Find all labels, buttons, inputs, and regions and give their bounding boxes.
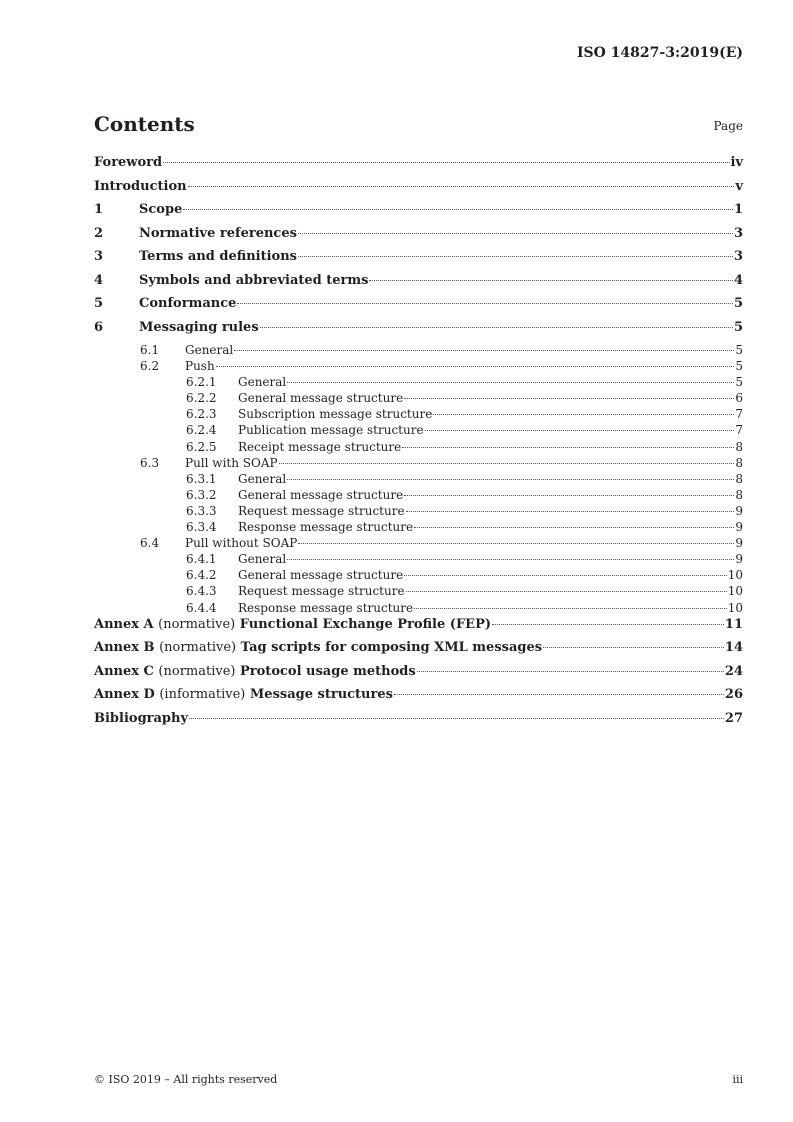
toc-entry-number: 6 [94,319,104,335]
toc-entry[interactable] [94,320,743,344]
toc-entry-page: 7 [735,423,743,438]
table-of-contents [94,155,743,734]
toc-entry-page: 10 [727,568,743,583]
toc-entry-number: 6.4.3 [186,584,217,599]
toc-entry-page: 9 [735,536,743,551]
toc-entry-title: Bibliography [94,710,189,726]
toc-entry[interactable] [94,601,743,617]
toc-entry[interactable] [94,391,743,407]
toc-entry-title: Request message structure [238,503,405,518]
toc-entry-title: Normative references [139,225,297,241]
dot-leader [298,233,733,234]
dot-leader [404,398,734,399]
toc-entry-title: Terms and definitions [139,249,297,264]
toc-entry-number: 6.2.2 [186,391,217,406]
toc-entry-page: 27 [724,710,743,726]
toc-entry[interactable] [94,423,743,439]
toc-entry[interactable] [94,520,743,536]
toc-annex-nature: (informative) [159,687,246,703]
page-column-label: Page [713,119,743,133]
footer-copyright: © ISO 2019 – All rights reserved [94,1073,278,1086]
dot-leader [234,350,734,351]
dot-leader [287,479,734,480]
toc-entry-title: Protocol usage methods [240,663,416,679]
dot-leader [237,303,733,304]
toc-entry-number: 6.2.5 [186,439,217,454]
toc-entry-number: 6.1 [140,343,160,357]
toc-entry[interactable] [94,155,743,179]
toc-entry-number: 6.4 [140,536,160,551]
toc-entry-page: 1 [733,202,743,217]
toc-entry-number: 6.4.2 [186,568,217,583]
toc-entry-page: v [735,178,743,194]
toc-entry-number: 2 [94,225,104,241]
toc-entry[interactable] [94,296,743,320]
toc-entry-number: 5 [94,296,104,311]
toc-entry-number: 6.3.1 [186,471,217,486]
toc-entry-page: 10 [727,584,743,599]
toc-entry[interactable] [94,407,743,423]
toc-entry[interactable] [94,536,743,552]
toc-entry-page: 8 [735,439,743,454]
toc-entry-page: 9 [735,520,743,535]
toc-entry[interactable] [94,202,743,226]
toc-entry-title: Subscription message structure [238,407,433,422]
toc-entry-page: 11 [724,616,743,632]
toc-entry-title: Functional Exchange Profile (FEP) [239,616,492,632]
toc-entry-title: Request message structure [238,584,405,599]
toc-annex-nature: (normative) [158,616,236,632]
toc-entry-page: 9 [735,552,743,567]
toc-entry-number: 6.4.4 [186,600,217,615]
toc-entry-title: Push [185,359,215,374]
toc-entry-number: 6.2.3 [186,407,217,422]
dot-leader [414,527,734,528]
toc-entry-title: General [238,375,287,390]
toc-entry-title: Introduction [94,178,187,194]
toc-entry[interactable] [94,711,743,735]
toc-entry-number: 6.3 [140,455,160,470]
dot-leader [369,280,732,281]
toc-entry-title: Receipt message structure [238,439,402,454]
dot-leader [188,186,735,187]
toc-entry-page: 10 [727,600,743,615]
dot-leader [260,327,733,328]
footer-page-number: iii [732,1073,743,1086]
toc-annex-entry[interactable] [94,617,743,641]
toc-entry[interactable] [94,440,743,456]
toc-annex-nature: (normative) [158,663,236,679]
contents-heading: Contents [94,112,195,136]
dot-leader [406,591,727,592]
dot-leader [183,209,733,210]
dot-leader [492,624,724,625]
toc-entry-page: 8 [735,471,743,486]
dot-leader [543,647,724,648]
dot-leader [404,495,734,496]
toc-entry-title: General message structure [238,487,404,502]
toc-entry[interactable] [94,179,743,203]
toc-entry-number: 6.2.1 [186,375,217,390]
toc-entry-title: Message structures [249,687,393,703]
toc-entry-title: Publication message structure [238,423,424,438]
toc-entry[interactable] [94,273,743,297]
toc-entry-page: 24 [724,663,743,679]
toc-entry-page: 5 [735,359,743,374]
toc-entry-page: iv [730,155,743,170]
toc-entry[interactable] [94,375,743,391]
toc-entry-title: Scope [139,202,183,217]
toc-entry-number: 4 [94,272,104,288]
toc-entry-number: 6.3.3 [186,503,217,518]
toc-entry-page: 5 [735,375,743,390]
toc-annex-entry[interactable] [94,687,743,711]
toc-entry-page: 4 [733,272,743,288]
dot-leader [189,718,724,719]
dot-leader [287,559,734,560]
toc-entry-page: 9 [735,503,743,518]
toc-entry-title: Response message structure [238,520,414,535]
toc-entry[interactable] [94,456,743,472]
dot-leader [402,447,734,448]
dot-leader [163,162,729,163]
toc-entry[interactable] [94,249,743,273]
toc-entry[interactable] [94,359,743,375]
toc-entry-title: General [238,471,287,486]
toc-entry-title: General message structure [238,391,404,406]
toc-entry[interactable] [94,584,743,600]
dot-leader [417,671,724,672]
toc-annex-entry[interactable] [94,664,743,688]
toc-entry-title: Response message structure [238,600,414,615]
toc-entry[interactable] [94,488,743,504]
dot-leader [404,575,727,576]
toc-annex-label: Annex B [94,640,155,656]
dot-leader [287,382,734,383]
toc-entry[interactable] [94,552,743,568]
toc-entry[interactable] [94,504,743,520]
toc-entry-title: General [238,552,287,567]
toc-entry-page: 8 [735,487,743,502]
toc-entry-number: 3 [94,249,104,264]
document-id: ISO 14827-3:2019(E) [576,45,743,61]
toc-entry-title: Pull with SOAP [185,455,278,470]
toc-entry-number: 1 [94,202,104,217]
toc-entry-number: 6.3.2 [186,487,217,502]
toc-entry[interactable] [94,226,743,250]
toc-entry-page: 5 [733,296,743,311]
toc-entry-page: 26 [724,687,743,703]
dot-leader [433,414,734,415]
toc-annex-label: Annex D [94,687,155,703]
toc-entry-page: 6 [735,391,743,406]
toc-entry-title: Conformance [139,296,237,311]
toc-entry-page: 5 [733,319,743,335]
toc-annex-nature: (normative) [159,640,237,656]
toc-entry-title: Tag scripts for composing XML messages [240,640,543,656]
toc-entry[interactable] [94,568,743,584]
toc-entry-number: 6.2.4 [186,423,217,438]
toc-entry-page: 7 [735,407,743,422]
toc-entry-page: 3 [733,249,743,264]
toc-annex-label: Annex C [94,663,154,679]
dot-leader [298,256,733,257]
toc-entry-page: 8 [735,455,743,470]
toc-entry[interactable] [94,472,743,488]
dot-leader [394,694,724,695]
toc-entry-number: 6.3.4 [186,520,217,535]
dot-leader [216,366,735,367]
toc-entry-title: Symbols and abbreviated terms [139,272,369,288]
toc-entry-title: General message structure [238,568,404,583]
toc-entry-page: 3 [733,225,743,241]
toc-entry-title: Messaging rules [139,319,259,335]
toc-entry-title: Pull without SOAP [185,536,298,551]
dot-leader [414,608,727,609]
toc-annex-label: Annex A [94,616,154,632]
dot-leader [406,511,735,512]
dot-leader [425,430,735,431]
toc-entry-title: General [185,343,234,357]
toc-annex-entry[interactable] [94,640,743,664]
toc-entry[interactable] [94,343,743,359]
toc-entry-page: 14 [724,640,743,656]
toc-entry-number: 6.4.1 [186,552,217,567]
toc-entry-title: Foreword [94,155,163,170]
toc-entry-page: 5 [735,343,743,357]
dot-leader [298,543,734,544]
dot-leader [279,463,735,464]
toc-entry-number: 6.2 [140,359,160,374]
